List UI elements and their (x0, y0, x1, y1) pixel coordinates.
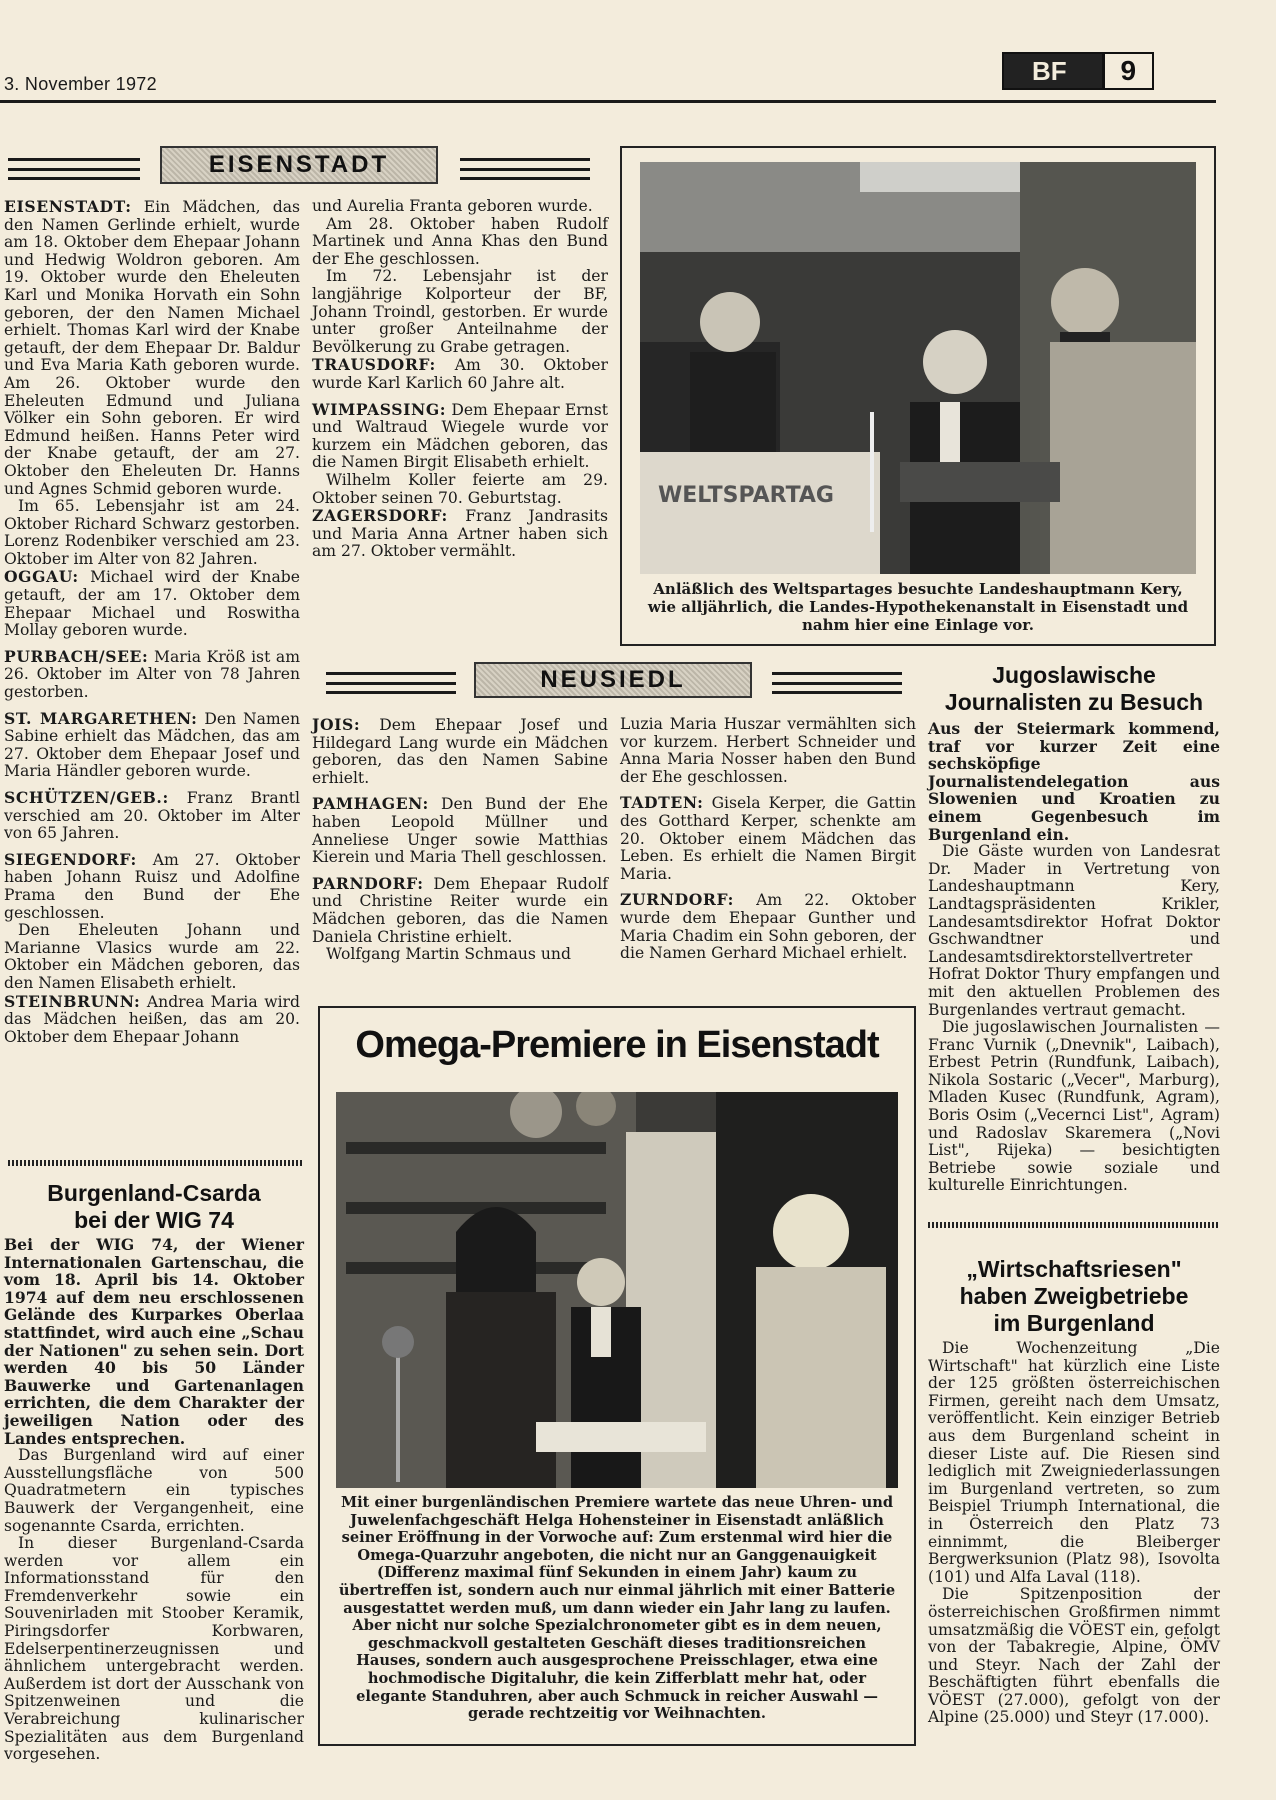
news-item (312, 401, 608, 472)
place-name: STEINBRUNN: (4, 991, 141, 1011)
news-text: Am 27. Oktober haben Johann Ruisz und Adolfine Prama den Bund der Ehe geschlossen. (4, 850, 300, 922)
page-number: 9 (1102, 54, 1152, 88)
news-text: Maria Kröß ist am 26. Oktober im Alter von 78 Jahren gestorben. (4, 647, 300, 702)
place-name: SIEGENDORF: (4, 849, 137, 869)
place-name: PARNDORF: (312, 873, 424, 893)
neusiedl-rule-right (772, 672, 902, 694)
place-name: ZURNDORF: (620, 890, 734, 910)
news-item (4, 710, 300, 781)
svg-text:WELTSPARTAG: WELTSPARTAG (658, 483, 834, 508)
omega-caption: Mit einer burgenländischen Premiere wartete das neue Uhren- und Juwelenfachgeschäft Helga Hohensteiner in Eisenstadt anläßlich seiner Eröffnung in der Vorwoche auf: Zum erstenmal wird hier die Omega-Quarzuhr angeboten, die nicht nur an Ganggenauigkeit (Differenz maximal fünf Sekunden in einem Jahr) kaum zu übertreffen ist, sondern auch nur einmal jährlich mit einer Batterie ausgestattet werden muß, um dann wieder ein Jahr lang zu laufen. Aber nicht nur solche Spezialchronometer gibt es in dem neuen, geschmackvoll gestalteten Geschäft dieses traditionsreichen Hauses, sondern auch ausgesprochene Preisschlager, etwa eine hochmodische Digitaluhr, die kein Zifferblatt mehr hat, oder elegante Standuhren, aber auch Schmuck in reicher Auswahl — gerade rechtzeitig vor Weihnachten. (338, 1494, 896, 1723)
weltspartag-photo-graphic (640, 162, 1196, 574)
wirtschaft-headline (928, 1256, 1220, 1337)
news-item (4, 851, 300, 922)
omega-headline: Omega-Premiere in Eisenstadt (355, 1024, 879, 1066)
csarda-headline-line-2: bei der WIG 74 (74, 1207, 234, 1233)
csarda-paragraph-1: Das Burgenland wird auf einer Ausstellungsfläche von 500 Quadratmetern ein typisches Bauwerk der Vergangenheit, eine sogenannte Csarda, errichten. (4, 1446, 304, 1535)
wirtschaft-body (928, 1340, 1220, 1727)
place-name: WIMPASSING: (312, 399, 447, 419)
csarda-headline (4, 1180, 304, 1234)
news-text: und Aurelia Franta geboren wurde. (312, 197, 593, 215)
neusiedl-column-1 (312, 716, 608, 964)
jugoslawen-headline-line-1: Jugoslawische (992, 662, 1156, 688)
news-text: Dem Ehepaar Rudolf und Christine Reiter wurde ein Mädchen geboren, das die Namen Daniela Christine erhielt. (312, 874, 608, 946)
news-item (620, 794, 916, 883)
news-item (312, 507, 608, 561)
news-item (4, 568, 300, 639)
section-rule-right (460, 158, 590, 180)
csarda-paragraph-2: In dieser Burgenland-Csarda werden vor allem ein Informationsstand für den Fremdenverkehr sowie ein Souvenirladen mit Stoober Keramik, Piringsdorfer Korbwaren, Edelserpentinerzeugnissen und ähnlichem untergebracht werden. Außerdem ist dort der Ausschank von Spitzenweinen und die Verabreichung kulinarischer Spezialitäten aus dem Burgenland vorgesehen. (4, 1534, 304, 1764)
news-text: Wolfgang Martin Schmaus und (326, 945, 571, 964)
news-text: Den Bund der Ehe haben Leopold Müllner und Anneliese Unger sowie Matthias Kierein und Maria Thell geschlossen. (312, 795, 608, 867)
news-item (312, 716, 608, 787)
news-text: Gisela Kerper, die Gattin des Gotthard Kerper, schenkte am 20. Oktober einem Mädchen das Leben. Es erhielt die Namen Birgit Maria. (620, 794, 916, 883)
news-text: Andrea Maria wird das Mädchen heißen, das am 20. Oktober dem Ehepaar Johann (4, 992, 300, 1046)
news-text: Franz Brantl verschied am 20. Oktober im Alter von 65 Jahren. (4, 789, 300, 843)
news-text: Luzia Maria Huszar vermählten sich vor kurzem. Herbert Schneider und Anna Maria Nosser haben den Bund der Ehe geschlossen. (620, 715, 916, 786)
wirtschaft-headline-line-2: haben Zweigbetriebe (959, 1283, 1189, 1309)
neusiedl-column-2 (620, 716, 916, 971)
news-text: Am 28. Oktober haben Rudolf Martinek und Anna Khas den Bund der Ehe geschlossen. (312, 214, 608, 268)
news-item (312, 795, 608, 866)
news-text: Am 22. Oktober wurde dem Ehepaar Gunther und Maria Chadim ein Sohn geboren, der die Namen Gerhard Michael erhielt. (620, 891, 916, 963)
jugoslawen-lead: Aus der Steiermark kommend, traf vor kurzer Zeit eine sechsköpfige Journalistendelegation aus Slowenien und Kroatien zu einem Gegenbesuch im Burgenland ein. (928, 719, 1220, 844)
wirtschaft-headline-line-3: im Burgenland (993, 1310, 1155, 1336)
place-name: PAMHAGEN: (312, 794, 429, 814)
news-text: Wilhelm Koller feierte am 29. Oktober seinen 70. Geburtstag. (312, 470, 608, 507)
weltspartag-photo (640, 162, 1196, 574)
news-text: Ein Mädchen, das den Namen Gerlinde erhielt, wurde am 18. Oktober dem Ehepaar Johann und Hedwig Woldron geboren. Am 19. Oktober wurde den Eheleuten Karl und Monika Horvath ein Sohn geboren, der den Namen Michael erhielt. Thomas Karl wird der Knabe getauft, der dem Ehepaar Dr. Baldur und Eva Maria Kath geboren wurde. Am 26. Oktober wurde den Eheleuten Edmund und Juliana Völker ein Sohn geboren. Er wird Edmund heißen. Hanns Peter wird der Knabe getauft, der am 27. Oktober den Eheleuten Dr. Hanns und Agnes Schmid geboren wurde. (4, 198, 300, 498)
news-item (312, 216, 608, 269)
news-item (312, 356, 608, 392)
place-name: JOIS: (312, 715, 361, 734)
news-item (620, 891, 916, 962)
header-rule (0, 100, 1216, 103)
news-item (4, 789, 300, 843)
divider-dots-right (928, 1222, 1218, 1228)
news-text: Franz Jandrasits und Maria Anna Artner haben sich am 27. Oktober vermählt. (312, 507, 608, 561)
news-item (312, 946, 608, 964)
news-item (620, 716, 916, 786)
place-name: PURBACH/SEE: (4, 646, 149, 666)
header-date: 3. November 1972 (4, 74, 157, 94)
place-name: OGGAU: (4, 567, 79, 587)
eisenstadt-column-1 (4, 198, 300, 1054)
news-text: Im 72. Lebensjahr ist der langjährige Kolporteur der BF, Johann Troindl, gestorben. Er wurde unter großer Anteilnahme der Bevölkerung zu Grabe getragen. (312, 267, 608, 356)
omega-photo (336, 1092, 898, 1488)
csarda-headline-line-1: Burgenland-Csarda (47, 1180, 261, 1206)
weltspartag-sign (658, 483, 834, 508)
section-label: BF (1032, 55, 1067, 86)
news-item (4, 498, 300, 568)
section-heading-eisenstadt: EISENSTADT (160, 146, 438, 184)
place-name: TRAUSDORF: (312, 355, 436, 375)
neusiedl-rule-left (326, 672, 456, 694)
jugoslawen-body (928, 720, 1220, 1195)
wirtschaft-paragraph-1: Die Wochenzeitung „Die Wirtschaft" hat kürzlich eine Liste der 125 größten österreichischen Firmen, gereiht nach dem Umsatz, veröffentlicht. Kein einziger Betrieb aus dem Burgenland scheint in dieser Liste auf. Die Riesen sind lediglich mit Zweigniederlassungen im Burgenland vertreten, so zum Beispiel Triumph International, die in Österreich den Platz 73 einnimmt, die Bleiberger Bergwerksunion (Platz 98), Isovolta (101) und Alfa Laval (118). (928, 1339, 1220, 1586)
news-item (4, 922, 300, 992)
section-box (1002, 52, 1154, 90)
place-name: TADTEN: (620, 793, 704, 813)
omega-photo-graphic (336, 1092, 898, 1488)
csarda-body (4, 1236, 304, 1764)
news-text: Dem Ehepaar Josef und Hildegard Lang wurde ein Mädchen geboren, das den Namen Sabine erhielt. (312, 716, 608, 787)
news-text: Michael wird der Knabe getauft, der am 17. Oktober dem Ehepaar Michael und Roswitha Mollay geboren wurde. (4, 568, 300, 640)
top-photo-caption: Anläßlich des Weltspartages besuchte Landeshauptmann Kery, wie alljährlich, die Landes-Hypothekenanstalt in Eisenstadt und nahm hier eine Einlage vor. (647, 580, 1189, 634)
wirtschaft-paragraph-2: Die Spitzenposition der österreichischen Großfirmen nimmt umsatzmäßig die VÖEST ein, gefolgt von der Tabakregie, Alpine, ÖMV und Steyr. Nach der Zahl der Beschäftigten führt ebenfalls die VÖEST (27.000), gefolgt von der Alpine (25.000) und Steyr (17.000). (928, 1585, 1220, 1727)
news-item (312, 875, 608, 946)
news-item (312, 198, 608, 216)
jugoslawen-headline-line-2: Journalisten zu Besuch (944, 689, 1204, 715)
place-name: ST. MARGARETHEN: (4, 708, 198, 728)
eisenstadt-column-2 (312, 198, 608, 569)
news-text: Am 30. Oktober wurde Karl Karlich 60 Jahre alt. (312, 356, 608, 392)
jugoslawen-paragraph-2: Die jugoslawischen Journalisten — Franc Vurnik („Dnevnik", Laibach), Erbest Petrin (Rundfunk, Laibach), Nikola Sostaric („Vecer", Marburg), Mladen Kusec (Rundfunk, Agram), Boris Osim („Vecernci List", Agram) und Radoslav Skaremera („Novi List", Rijeka) — besichtigten Betriebe sowie soziale und kulturelle Einrichtungen. (928, 1018, 1220, 1195)
section-heading-neusiedl: NEUSIEDL (474, 662, 752, 698)
place-name: EISENSTADT: (4, 197, 132, 216)
jugoslawen-paragraph-1: Die Gäste wurden von Landesrat Dr. Mader in Vertretung von Landeshauptmann Kery, Landtagspräsidenten Krikler, Landesamtsdirektor Hofrat Doktor Gschwandtner und Landesamtsdirektorstellvertreter Hofrat Doktor Thury empfangen und mit den aktuellen Problemen des Burgenlandes vertraut gemacht. (928, 842, 1220, 1019)
news-text: Den Namen Sabine erhielt das Mädchen, das am 27. Oktober dem Ehepaar Josef und Maria Händler geboren wurde. (4, 709, 300, 781)
news-item (4, 198, 300, 498)
news-text: Im 65. Lebensjahr ist am 24. Oktober Richard Schwarz gestorben. Lorenz Rodenbiker verschied am 23. Oktober im Alter von 82 Jahren. (4, 497, 300, 568)
place-name: SCHÜTZEN/GEB.: (4, 788, 169, 807)
news-item (4, 993, 300, 1047)
news-text: Den Eheleuten Johann und Marianne Vlasics wurde am 22. Oktober ein Mädchen geboren, das den Namen Elisabeth erhielt. (4, 921, 300, 992)
news-item (312, 472, 608, 507)
jugoslawen-headline (928, 662, 1220, 716)
news-item (312, 268, 608, 356)
section-rule-left (8, 158, 140, 180)
news-text: Dem Ehepaar Ernst und Waltraud Wiegele wurde vor kurzem ein Mädchen geboren, das die Namen Birgit Elisabeth erhielt. (312, 400, 608, 472)
wirtschaft-headline-line-1: „Wirtschaftsriesen" (966, 1256, 1182, 1282)
divider-dots-left (8, 1160, 302, 1166)
news-item (4, 648, 300, 702)
place-name: ZAGERSDORF: (312, 506, 448, 526)
csarda-lead: Bei der WIG 74, der Wiener Internationalen Gartenschau, die vom 18. April bis 14. Oktober 1974 auf dem neu erschlossenen Gelände des Kurparkes Oberlaa stattfindet, wird auch eine „Schau der Nationen" zu sehen sein. Dort werden 40 bis 50 Länder Bauwerke und Gartenanlagen errichten, die dem Charakter der jeweiligen Nation oder des Landes entsprechen. (4, 1235, 304, 1448)
